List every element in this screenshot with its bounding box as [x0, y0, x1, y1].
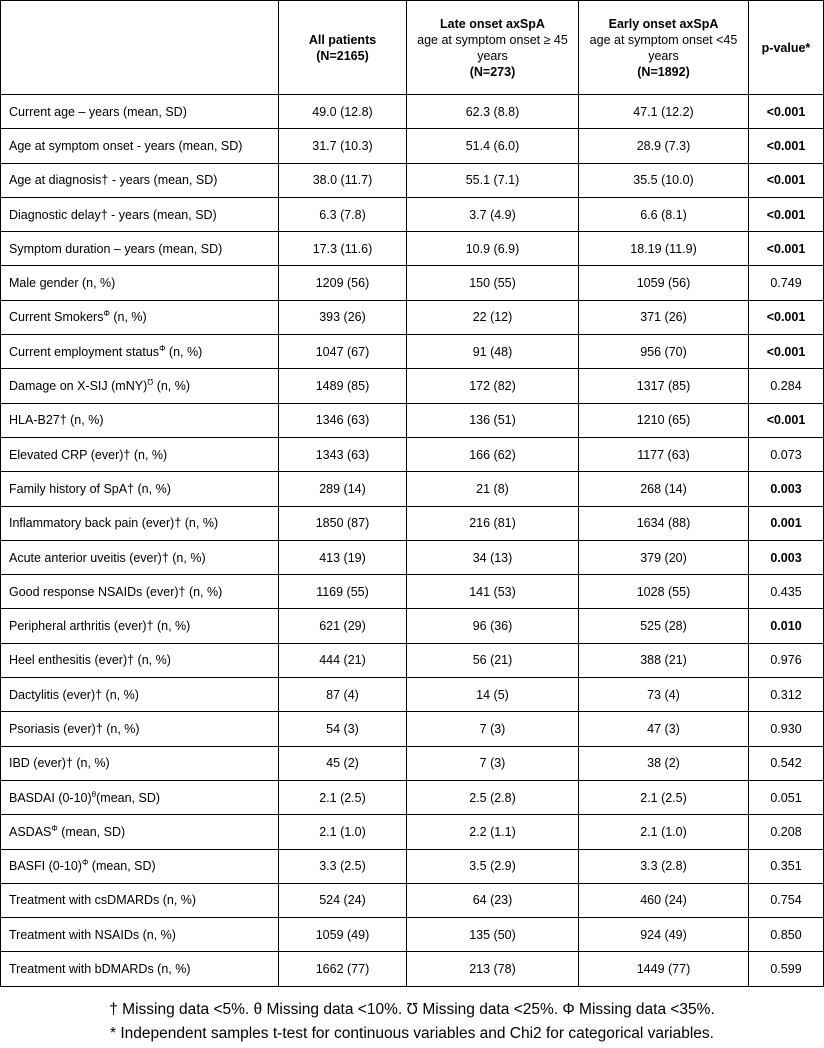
- row-label: [1, 575, 279, 609]
- cell-late-onset: 64 (23): [407, 883, 579, 917]
- row-label-text: Treatment with NSAIDs (n, %): [9, 927, 176, 942]
- cell-all-patients: 1059 (49): [279, 918, 407, 952]
- cell-all-patients: 3.3 (2.5): [279, 849, 407, 883]
- table-row: [1, 746, 824, 780]
- cell-late-onset: 172 (82): [407, 369, 579, 403]
- cell-p-value: <0.001: [749, 129, 824, 163]
- cell-p-value: <0.001: [749, 197, 824, 231]
- cell-p-value: 0.003: [749, 540, 824, 574]
- table-row: [1, 609, 824, 643]
- cell-early-onset: 2.1 (1.0): [579, 815, 749, 849]
- row-label-text: Family history of SpA† (n, %): [9, 481, 171, 496]
- table-row: [1, 163, 824, 197]
- row-label: [1, 746, 279, 780]
- cell-all-patients: 38.0 (11.7): [279, 163, 407, 197]
- table-row: [1, 849, 824, 883]
- table-row: [1, 129, 824, 163]
- cell-late-onset: 56 (21): [407, 643, 579, 677]
- row-label: [1, 266, 279, 300]
- cell-early-onset: 1059 (56): [579, 266, 749, 300]
- cell-early-onset: 1317 (85): [579, 369, 749, 403]
- cell-early-onset: 1449 (77): [579, 952, 749, 986]
- row-label-text: Inflammatory back pain (ever)† (n, %): [9, 516, 219, 531]
- cell-late-onset: 34 (13): [407, 540, 579, 574]
- row-label: [1, 95, 279, 129]
- cell-all-patients: 1047 (67): [279, 335, 407, 369]
- cell-p-value: <0.001: [749, 300, 824, 334]
- row-label: [1, 129, 279, 163]
- cell-late-onset: 62.3 (8.8): [407, 95, 579, 129]
- cell-late-onset: 22 (12): [407, 300, 579, 334]
- cell-all-patients: 524 (24): [279, 883, 407, 917]
- cell-early-onset: 2.1 (2.5): [579, 780, 749, 814]
- cell-late-onset: 141 (53): [407, 575, 579, 609]
- cell-early-onset: 1634 (88): [579, 506, 749, 540]
- cell-all-patients: 49.0 (12.8): [279, 95, 407, 129]
- cell-all-patients: 1346 (63): [279, 403, 407, 437]
- row-label-text: IBD (ever)† (n, %): [9, 756, 110, 771]
- header-early-onset: [579, 1, 749, 95]
- table-row: [1, 815, 824, 849]
- row-label: [1, 712, 279, 746]
- cell-early-onset: 924 (49): [579, 918, 749, 952]
- table-row: [1, 335, 824, 369]
- cell-late-onset: 7 (3): [407, 746, 579, 780]
- cell-all-patients: 289 (14): [279, 472, 407, 506]
- header-late-onset: [407, 1, 579, 95]
- cell-p-value: 0.351: [749, 849, 824, 883]
- row-label-text: BASDAI (0-10): [9, 790, 92, 805]
- cell-late-onset: 2.5 (2.8): [407, 780, 579, 814]
- row-label: [1, 506, 279, 540]
- row-label: [1, 780, 279, 814]
- row-label-text: Treatment with bDMARDs (n, %): [9, 962, 191, 977]
- table-row: [1, 266, 824, 300]
- cell-p-value: 0.749: [749, 266, 824, 300]
- header-early-title: Early onset axSpA: [608, 16, 719, 31]
- row-label: [1, 609, 279, 643]
- table-row: [1, 472, 824, 506]
- header-late-subtitle: age at symptom onset ≥ 45 years: [417, 32, 568, 63]
- cell-p-value: 0.976: [749, 643, 824, 677]
- table-row: [1, 197, 824, 231]
- row-label-text: Good response NSAIDs (ever)† (n, %): [9, 584, 223, 599]
- header-all-title: All patients: [308, 32, 377, 47]
- cell-early-onset: 47.1 (12.2): [579, 95, 749, 129]
- header-row: [1, 1, 824, 95]
- row-label-footnote-mark: Φ: [103, 309, 110, 319]
- row-label-unit: (mean, SD): [96, 790, 161, 805]
- cell-p-value: <0.001: [749, 335, 824, 369]
- cell-late-onset: 14 (5): [407, 678, 579, 712]
- cell-all-patients: 621 (29): [279, 609, 407, 643]
- cell-early-onset: 379 (20): [579, 540, 749, 574]
- row-label-text: Acute anterior uveitis (ever)† (n, %): [9, 550, 206, 565]
- row-label-text: Current Smokers: [9, 310, 104, 325]
- row-label-unit: (n, %): [165, 344, 203, 359]
- cell-early-onset: 460 (24): [579, 883, 749, 917]
- header-all-n: (N=2165): [316, 48, 369, 63]
- row-label-unit: (mean, SD): [88, 859, 156, 874]
- cell-late-onset: 96 (36): [407, 609, 579, 643]
- row-label-text: Psoriasis (ever)† (n, %): [9, 721, 140, 736]
- row-label-unit: (mean, SD): [57, 824, 126, 839]
- row-label-footnote-mark: Φ: [159, 343, 166, 353]
- cell-early-onset: 38 (2): [579, 746, 749, 780]
- table-row: [1, 712, 824, 746]
- cell-early-onset: 525 (28): [579, 609, 749, 643]
- table-row: [1, 952, 824, 986]
- row-label: [1, 883, 279, 917]
- table-row: [1, 300, 824, 334]
- cell-p-value: 0.051: [749, 780, 824, 814]
- header-late-title: Late onset axSpA: [440, 16, 545, 31]
- row-label-footnote-mark: Ʊ: [147, 377, 154, 387]
- row-label: [1, 369, 279, 403]
- cell-late-onset: 150 (55): [407, 266, 579, 300]
- cell-p-value: 0.001: [749, 506, 824, 540]
- row-label-text: Age at symptom onset - years (mean, SD): [9, 138, 243, 153]
- cell-early-onset: 18.19 (11.9): [579, 232, 749, 266]
- footnote-missing-data: † Missing data <5%. θ Missing data <10%. Ʊ Missing data <25%. Φ Missing data <35%.: [109, 1001, 715, 1018]
- row-label-text: Symptom duration – years (mean, SD): [9, 241, 223, 256]
- row-label-text: Dactylitis (ever)† (n, %): [9, 687, 139, 702]
- table-row: [1, 437, 824, 471]
- row-label: [1, 918, 279, 952]
- row-label-text: Treatment with csDMARDs (n, %): [9, 893, 197, 908]
- row-label: [1, 232, 279, 266]
- cell-p-value: 0.073: [749, 437, 824, 471]
- row-label-text: Current employment status: [9, 344, 160, 359]
- cell-late-onset: 216 (81): [407, 506, 579, 540]
- cell-early-onset: 1210 (65): [579, 403, 749, 437]
- table-row: [1, 369, 824, 403]
- row-label-text: Peripheral arthritis (ever)† (n, %): [9, 619, 191, 634]
- table-row: [1, 780, 824, 814]
- row-label: [1, 335, 279, 369]
- cell-p-value: 0.542: [749, 746, 824, 780]
- cell-early-onset: 6.6 (8.1): [579, 197, 749, 231]
- header-all-patients: [279, 1, 407, 95]
- cell-early-onset: 956 (70): [579, 335, 749, 369]
- cell-all-patients: 1850 (87): [279, 506, 407, 540]
- cell-p-value: 0.284: [749, 369, 824, 403]
- cell-all-patients: 1343 (63): [279, 437, 407, 471]
- cell-all-patients: 1489 (85): [279, 369, 407, 403]
- cell-early-onset: 73 (4): [579, 678, 749, 712]
- cell-all-patients: 45 (2): [279, 746, 407, 780]
- cell-p-value: 0.003: [749, 472, 824, 506]
- row-label-text: Male gender (n, %): [9, 276, 116, 291]
- cell-all-patients: 1662 (77): [279, 952, 407, 986]
- row-label-footnote-mark: θ: [91, 789, 97, 799]
- cell-p-value: 0.208: [749, 815, 824, 849]
- cell-early-onset: 28.9 (7.3): [579, 129, 749, 163]
- header-early-n: (N=1892): [637, 64, 690, 79]
- cell-late-onset: 136 (51): [407, 403, 579, 437]
- cell-late-onset: 3.5 (2.9): [407, 849, 579, 883]
- row-label: [1, 678, 279, 712]
- cell-late-onset: 3.7 (4.9): [407, 197, 579, 231]
- row-label-text: Age at diagnosis† - years (mean, SD): [9, 173, 218, 188]
- row-label: [1, 437, 279, 471]
- table-row: [1, 575, 824, 609]
- cell-late-onset: 55.1 (7.1): [407, 163, 579, 197]
- row-label-text: Damage on X-SIJ (mNY): [9, 379, 148, 394]
- cell-all-patients: 2.1 (2.5): [279, 780, 407, 814]
- row-label-text: Heel enthesitis (ever)† (n, %): [9, 653, 171, 668]
- row-label: [1, 197, 279, 231]
- cell-late-onset: 91 (48): [407, 335, 579, 369]
- row-label-unit: (n, %): [153, 379, 191, 394]
- cell-all-patients: 413 (19): [279, 540, 407, 574]
- cell-late-onset: 135 (50): [407, 918, 579, 952]
- row-label: [1, 643, 279, 677]
- cell-early-onset: 35.5 (10.0): [579, 163, 749, 197]
- row-label-unit: (n, %): [109, 310, 147, 325]
- footnotes: [0, 998, 824, 1046]
- row-label: [1, 403, 279, 437]
- cell-p-value: <0.001: [749, 163, 824, 197]
- row-label-text: Diagnostic delay† - years (mean, SD): [9, 207, 217, 222]
- cell-early-onset: 268 (14): [579, 472, 749, 506]
- cell-p-value: 0.754: [749, 883, 824, 917]
- table-row: [1, 883, 824, 917]
- cell-late-onset: 2.2 (1.1): [407, 815, 579, 849]
- cell-p-value: 0.599: [749, 952, 824, 986]
- row-label-text: HLA-B27† (n, %): [9, 413, 104, 428]
- table-row: [1, 540, 824, 574]
- cell-all-patients: 393 (26): [279, 300, 407, 334]
- table-row: [1, 643, 824, 677]
- row-label: [1, 540, 279, 574]
- cell-early-onset: 3.3 (2.8): [579, 849, 749, 883]
- row-label: [1, 472, 279, 506]
- table-row: [1, 918, 824, 952]
- row-label-text: BASFI (0-10): [9, 859, 82, 874]
- cell-all-patients: 1169 (55): [279, 575, 407, 609]
- cell-early-onset: 1177 (63): [579, 437, 749, 471]
- table-row: [1, 506, 824, 540]
- table-row: [1, 678, 824, 712]
- table-row: [1, 232, 824, 266]
- row-label: [1, 849, 279, 883]
- cell-all-patients: 87 (4): [279, 678, 407, 712]
- cell-p-value: 0.850: [749, 918, 824, 952]
- row-label-footnote-mark: Φ: [81, 858, 89, 868]
- header-p-value: [749, 1, 824, 95]
- cell-all-patients: 444 (21): [279, 643, 407, 677]
- cell-early-onset: 1028 (55): [579, 575, 749, 609]
- header-variable: [1, 1, 279, 95]
- header-early-subtitle: age at symptom onset <45 years: [589, 32, 738, 63]
- cell-late-onset: 21 (8): [407, 472, 579, 506]
- cell-all-patients: 54 (3): [279, 712, 407, 746]
- cell-p-value: 0.010: [749, 609, 824, 643]
- cell-p-value: <0.001: [749, 403, 824, 437]
- cell-all-patients: 31.7 (10.3): [279, 129, 407, 163]
- row-label-footnote-mark: Φ: [51, 823, 58, 833]
- header-late-n: (N=273): [469, 64, 516, 79]
- row-label-text: Current age – years (mean, SD): [9, 104, 187, 119]
- cell-all-patients: 1209 (56): [279, 266, 407, 300]
- cell-p-value: 0.930: [749, 712, 824, 746]
- table-row: [1, 403, 824, 437]
- cell-late-onset: 51.4 (6.0): [407, 129, 579, 163]
- row-label: [1, 300, 279, 334]
- cell-p-value: <0.001: [749, 232, 824, 266]
- cell-p-value: 0.435: [749, 575, 824, 609]
- cell-late-onset: 7 (3): [407, 712, 579, 746]
- cell-late-onset: 166 (62): [407, 437, 579, 471]
- cell-early-onset: 371 (26): [579, 300, 749, 334]
- row-label: [1, 815, 279, 849]
- cell-early-onset: 47 (3): [579, 712, 749, 746]
- cell-all-patients: 6.3 (7.8): [279, 197, 407, 231]
- cell-all-patients: 17.3 (11.6): [279, 232, 407, 266]
- cell-all-patients: 2.1 (1.0): [279, 815, 407, 849]
- row-label-text: ASDAS: [9, 824, 52, 839]
- footnote-statistics: * Independent samples t-test for continuous variables and Chi2 for categorical variables.: [110, 1025, 714, 1042]
- cell-p-value: 0.312: [749, 678, 824, 712]
- row-label-text: Elevated CRP (ever)† (n, %): [9, 447, 168, 462]
- cell-early-onset: 388 (21): [579, 643, 749, 677]
- cell-late-onset: 213 (78): [407, 952, 579, 986]
- cell-late-onset: 10.9 (6.9): [407, 232, 579, 266]
- cell-p-value: <0.001: [749, 95, 824, 129]
- table-row: [1, 95, 824, 129]
- header-p-title: p-value*: [761, 40, 811, 55]
- table-body: [1, 95, 824, 987]
- row-label: [1, 952, 279, 986]
- row-label: [1, 163, 279, 197]
